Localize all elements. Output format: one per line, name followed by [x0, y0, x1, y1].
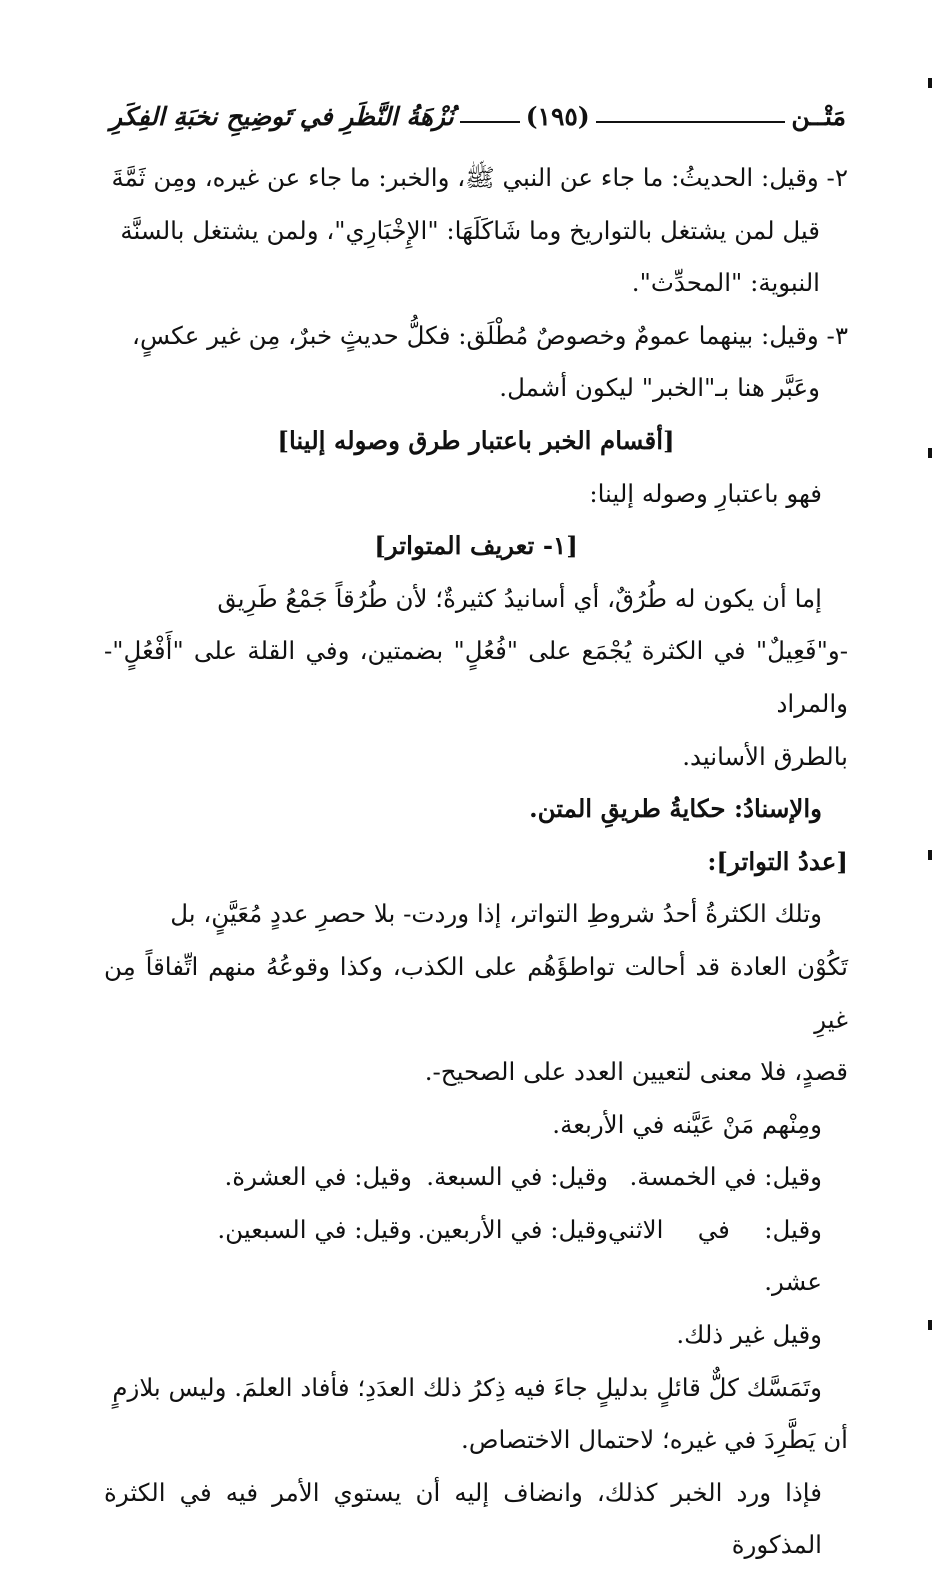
- item-2-line-1: ٢- وقيل: الحديثُ: ما جاء عن النبي ﷺ، والخبر: ما جاء عن غيره، ومِن ثَمَّةَ: [111, 163, 848, 192]
- opinion-seventy: وقيل: في السبعين.: [217, 1214, 412, 1244]
- header-rule-right: [460, 121, 520, 123]
- margin-mark-middle: [928, 448, 932, 458]
- isnad-definition: والإسنادُ: حكايةُ طريقِ المتن.: [529, 794, 822, 824]
- opinion-ten: وقيل: في العشرة.: [224, 1162, 412, 1192]
- header-rule-left: [596, 121, 786, 123]
- last-line: فإذا ورد الخبر كذلك، وانضاف إليه أن يستوي الأمر فيه في الكثرة المذكورة: [104, 1477, 822, 1560]
- opinion-seven: وقيل: في السبعة.: [426, 1162, 608, 1192]
- definition-line-3: بالطرق الأسانيد.: [682, 741, 848, 771]
- section-heading-tawatur-count: [عددُ التواتر]:: [707, 846, 848, 876]
- page-body: [104, 152, 848, 1572]
- running-header: [110, 92, 846, 140]
- opinions-row-2: [104, 1204, 848, 1309]
- item-3-number: ٣-: [826, 320, 848, 350]
- tamassuk-line-1: وتَمَسَّك كلٌّ قائلٍ بدليلٍ جاءَ فيه ذِكرُ ذلك العدَدِ؛ فأفاد العلمَ. وليس بلازمٍ: [112, 1372, 822, 1402]
- opinion-five: وقيل: في الخمسة.: [629, 1162, 822, 1192]
- page-number: (١٩٥): [525, 101, 590, 131]
- margin-mark-lower: [928, 850, 932, 860]
- intro-line: فهو باعتبارِ وصوله إلينا:: [589, 478, 822, 508]
- item-2: [104, 152, 848, 310]
- section-heading-mutawatir-definition: [١- تعريف المتواتر]: [374, 531, 578, 561]
- count-line-3: قصدٍ، فلا معنى لتعيين العدد على الصحيح-.: [424, 1057, 848, 1087]
- count-line-1: وتلك الكثرةُ أحدُ شروطِ التواتر، إذا وردت- بلا حصرِ عددٍ مُعَيَّنٍ، بل: [170, 899, 822, 929]
- minhum-line: ومِنْهم مَنْ عَيَّنه في الأربعة.: [552, 1109, 822, 1139]
- margin-mark-top: [928, 78, 932, 88]
- header-left-word: مَتْــن: [791, 101, 846, 131]
- section-heading-mutawatir-types: [أقسام الخبر باعتبار طرق وصوله إلينا]: [277, 425, 675, 455]
- item-2-line-2: قيل لمن يشتغل بالتواريخ وما شَاكَلَهَا: "الإِخْبَارِي"، ولمن يشتغل بالسنَّة: [120, 215, 820, 245]
- opinions-row-1: [104, 1151, 848, 1204]
- definition-line-2: -و"فَعِيلٌ" في الكثرة يُجْمَع على "فُعُلٍ" بضمتين، وفي القلة على "أَفْعُلٍ"- والمراد: [104, 636, 848, 718]
- opinion-twelve: وقيل: في الاثني عشر.: [608, 1214, 822, 1297]
- item-2-line-3: النبوية: "المحدِّث".: [631, 268, 820, 298]
- count-paragraph: [104, 888, 848, 1098]
- definition-line-1: إما أن يكون له طُرُقٌ، أي أسانيدُ كثيرةٌ؛ لأن طُرُقاً جَمْعُ طَرِيق: [217, 583, 822, 613]
- definition-paragraph: [104, 573, 848, 783]
- opinion-forty: وقيل: في الأربعين.: [417, 1214, 608, 1244]
- book-title: نُزْهَةُ النَّظَرِ في تَوضِيحِ نخبَةِ الفِكَرِ: [110, 101, 454, 131]
- tamassuk-paragraph: [104, 1362, 848, 1467]
- item-3-line-1: ٣- وقيل: بينهما عمومٌ وخصوصٌ مُطْلَق: فكلُّ حديثٍ خبرٌ، مِن غير عكسٍ،: [132, 320, 848, 350]
- item-3-line-2: وعَبَّر هنا بـ"الخبر" ليكون أشمل.: [499, 373, 820, 403]
- item-3: [104, 310, 848, 415]
- count-line-2: تَكُوْن العادة قد أحالت تواطؤَهُم على الكذب، وكذا وقوعُهُ منهم اتِّفاقاً مِن غيرِ: [104, 951, 848, 1034]
- margin-mark-bottom: [928, 1320, 932, 1330]
- other-opinions-line: وقيل غير ذلك.: [676, 1320, 822, 1350]
- tamassuk-line-2: أن يَطَّرِدَ في غيره؛ لاحتمال الاختصاص.: [461, 1425, 848, 1455]
- item-2-number: ٢-: [826, 163, 848, 192]
